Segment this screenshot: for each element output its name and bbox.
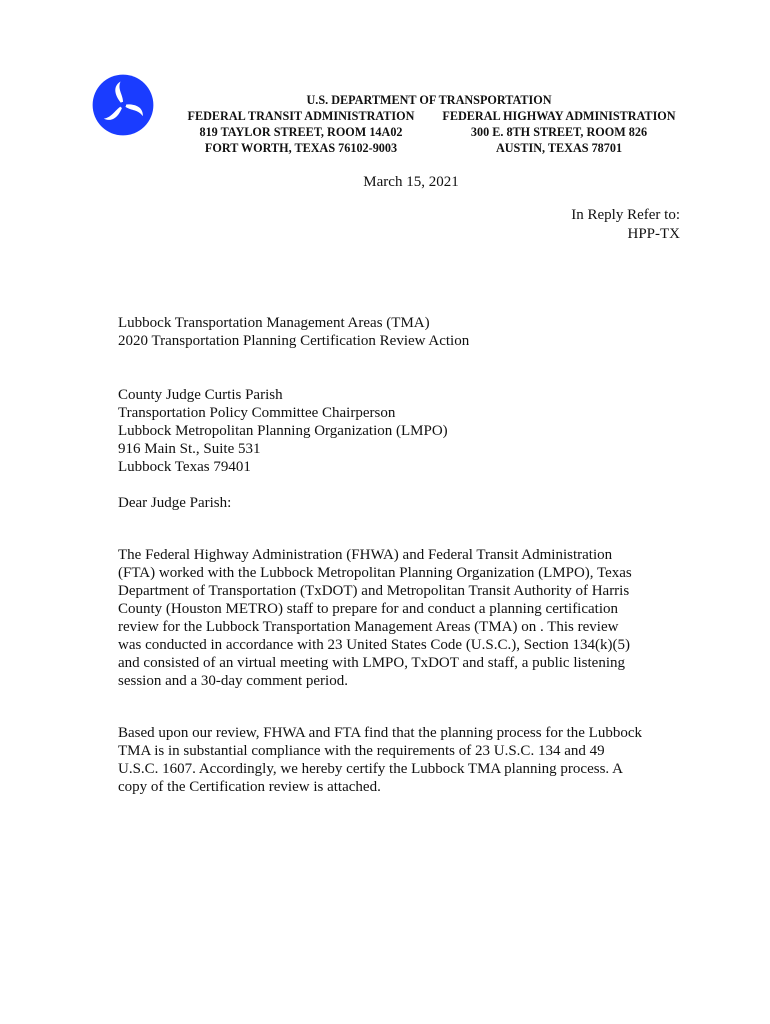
subject-block bbox=[118, 314, 658, 350]
fhwa-address-block bbox=[432, 108, 686, 156]
fta-street: 819 TAYLOR STREET, ROOM 14A02 bbox=[199, 125, 403, 139]
fhwa-street: 300 E. 8TH STREET, ROOM 826 bbox=[470, 125, 648, 139]
subject-line-1: Lubbock Transportation Management Areas (TMA) bbox=[118, 315, 430, 331]
recipient-address bbox=[118, 386, 658, 476]
recipient-name: County Judge Curtis Parish bbox=[118, 387, 283, 403]
fhwa-agency-name: FEDERAL HIGHWAY ADMINISTRATION bbox=[442, 109, 676, 123]
body-paragraph-1 bbox=[118, 546, 658, 690]
recipient-title: Transportation Policy Committee Chairperson bbox=[118, 405, 396, 421]
subject-line-2: 2020 Transportation Planning Certification Review Action bbox=[118, 333, 470, 349]
salutation: Dear Judge Parish: bbox=[118, 495, 232, 511]
paragraph-line: Based upon our review, FHWA and FTA find that the planning process for the Lubbock bbox=[118, 725, 642, 741]
paragraph-line: The Federal Highway Administration (FHWA) and Federal Transit Administration bbox=[118, 547, 613, 563]
paragraph-line: copy of the Certification review is attached. bbox=[118, 779, 381, 795]
paragraph-line: review for the Lubbock Transportation Management Areas (TMA) on . This review bbox=[118, 619, 619, 635]
paragraph-line: Department of Transportation (TxDOT) and Metropolitan Transit Authority of Harris bbox=[118, 583, 630, 599]
reply-reference bbox=[571, 206, 680, 244]
fhwa-city: AUSTIN, TEXAS 78701 bbox=[495, 141, 623, 155]
reply-refer-code: HPP-TX bbox=[627, 226, 680, 242]
fta-agency-name: FEDERAL TRANSIT ADMINISTRATION bbox=[187, 109, 415, 123]
recipient-organization: Lubbock Metropolitan Planning Organization (LMPO) bbox=[118, 423, 448, 439]
body-paragraph-2 bbox=[118, 724, 658, 796]
recipient-city: Lubbock Texas 79401 bbox=[118, 459, 251, 475]
paragraph-line: County (Houston METRO) staff to prepare for and conduct a planning certification bbox=[118, 601, 619, 617]
paragraph-line: was conducted in accordance with 23 United States Code (U.S.C.), Section 134(k)(5) bbox=[118, 637, 630, 653]
department-name: U.S. DEPARTMENT OF TRANSPORTATION bbox=[306, 93, 552, 107]
paragraph-line: U.S.C. 1607. Accordingly, we hereby certify the Lubbock TMA planning process. A bbox=[118, 761, 623, 777]
paragraph-line: and consisted of an virtual meeting with LMPO, TxDOT and staff, a public listening bbox=[118, 655, 626, 671]
paragraph-line: TMA is in substantial compliance with the requirements of 23 U.S.C. 134 and 49 bbox=[118, 743, 605, 759]
reply-refer-label: In Reply Refer to: bbox=[571, 207, 680, 223]
letter-date: March 15, 2021 bbox=[363, 174, 459, 190]
recipient-street: 916 Main St., Suite 531 bbox=[118, 441, 261, 457]
paragraph-line: session and a 30-day comment period. bbox=[118, 673, 348, 689]
paragraph-line: (FTA) worked with the Lubbock Metropolitan Planning Organization (LMPO), Texas bbox=[118, 565, 632, 581]
fta-city: FORT WORTH, TEXAS 76102-9003 bbox=[204, 141, 398, 155]
fta-address-block bbox=[180, 108, 422, 156]
